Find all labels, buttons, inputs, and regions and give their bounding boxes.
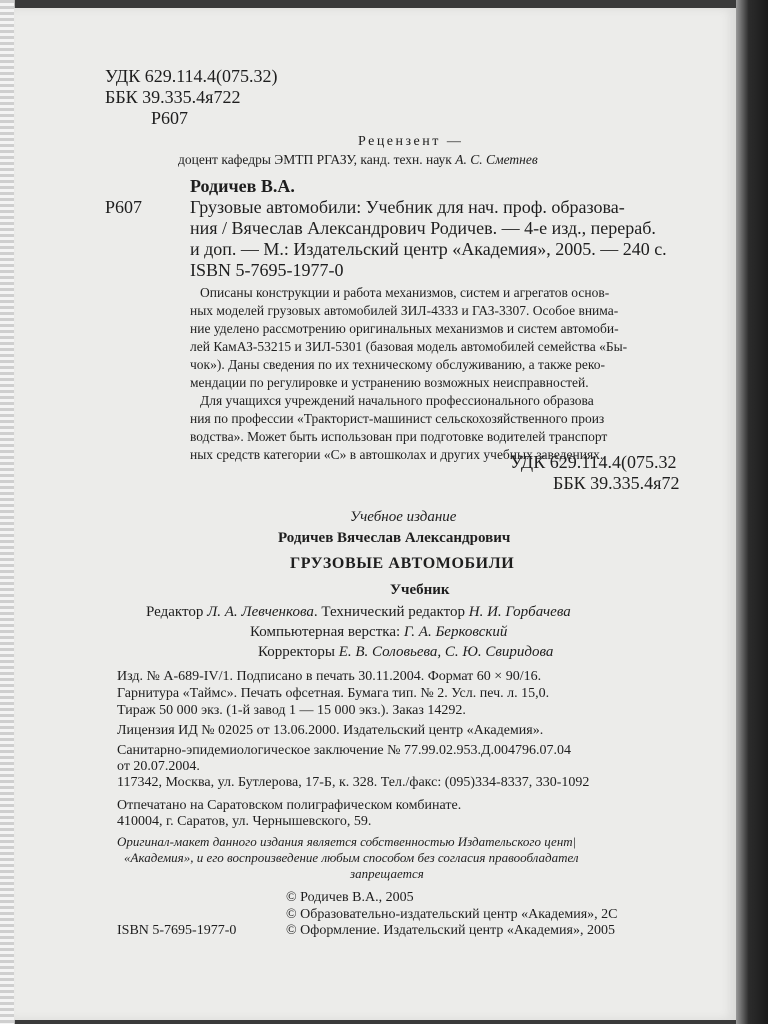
abstract-p1-line-1: Описаны конструкции и работа механизмов, систем и агрегатов основ- — [200, 285, 610, 300]
reviewer-line — [178, 152, 538, 168]
license-line: Лицензия ИД № 02025 от 13.06.2000. Издательский центр «Академия». — [117, 723, 544, 738]
abstract-p1-line-3: ние уделено рассмотрению оригинальных механизмов и систем автомоби- — [190, 321, 619, 336]
production-line-2: Гарнитура «Таймс». Печать офсетная. Бумага тип. № 2. Усл. печ. л. 15,0. — [117, 686, 550, 701]
production-line-1: Изд. № А-689-IV/1. Подписано в печать 30.11.2004. Формат 60 × 90/16. — [117, 669, 542, 684]
abstract-p1-line-2: ных моделей грузовых автомобилей ЗИЛ-4333 и ГАЗ-3307. Особое внима- — [190, 303, 619, 318]
rights-line-2: «Академия», и его воспроизведение любым способом без согласия правообладател — [124, 850, 579, 865]
copyright-line-3: © Оформление. Издательский центр «Академия», 2005 — [286, 923, 615, 938]
layout-name: Г. А. Берковский — [403, 624, 508, 640]
bbk-footer: ББК 39.335.4я72 — [553, 473, 680, 493]
editors-line — [146, 604, 571, 621]
reviewer-text: доцент кафедры ЭМТП РГАЗУ, канд. техн. наук — [178, 152, 456, 167]
printed-line-2: 410004, г. Саратов, ул. Чернышевского, 59. — [117, 814, 372, 829]
book-subtitle: Учебник — [390, 582, 450, 598]
udk-footer: УДК 629.114.4(075.32 — [510, 452, 677, 472]
edition-type: Учебное издание — [350, 509, 457, 525]
abstract-p2-line-4: ных средств категории «С» в автошколах и других учебных заведениях. — [190, 447, 604, 462]
layout-label: Компьютерная верстка: — [250, 624, 404, 640]
bib-author: Родичев В.А. — [190, 176, 295, 196]
book-title: ГРУЗОВЫЕ АВТОМОБИЛИ — [290, 555, 515, 572]
tech-editor-label: . Технический редактор — [313, 604, 469, 620]
bbk-header: ББК 39.335.4я722 — [105, 87, 241, 107]
abstract-p2-line-3: водства». Может быть использован при подготовке водителей транспорт — [190, 429, 608, 444]
bib-line-2: ния / Вячеслав Александрович Родичев. — 4-е изд., перераб. — [190, 218, 656, 238]
tech-editor-name: Н. И. Горбачева — [468, 604, 571, 620]
editor-name: Л. А. Левченкова — [207, 604, 314, 620]
proof-line — [258, 644, 553, 661]
sanitary-line-1: Санитарно-эпидемиологическое заключение № 77.99.02.953.Д.004796.07.04 — [117, 743, 572, 758]
layout-line — [250, 624, 507, 641]
book-binding — [0, 0, 15, 1024]
sanitary-line-2: от 20.07.2004. — [117, 759, 200, 774]
proof-names: Е. В. Соловьева, С. Ю. Свиридова — [338, 644, 554, 660]
copyright-line-2: © Образовательно-издательский центр «Академия», 2С — [286, 907, 618, 922]
abstract-p1-line-6: мендации по регулировке и устранению возможных неисправностей. — [190, 375, 589, 390]
publisher-address: 117342, Москва, ул. Бутлерова, 17-Б, к. 328. Тел./факс: (095)334-8337, 330-1092 — [117, 775, 590, 790]
printed-line-1: Отпечатано на Саратовском полиграфическом комбинате. — [117, 798, 462, 813]
author-full-name: Родичев Вячеслав Александрович — [278, 530, 511, 546]
bib-line-1: Грузовые автомобили: Учебник для нач. проф. образова- — [190, 197, 625, 217]
abstract-p2-line-2: ния по профессии «Тракторист-машинист сельскохозяйственного произ — [190, 411, 605, 426]
bib-code: Р607 — [105, 197, 143, 217]
reviewer-name: А. С. Сметнев — [455, 152, 538, 167]
reviewer-heading: Рецензент — — [358, 134, 464, 149]
abstract-p1-line-4: лей КамАЗ-53215 и ЗИЛ-5301 (базовая модель автомобилей семейства «Бы- — [190, 339, 628, 354]
bib-isbn: ISBN 5-7695-1977-0 — [190, 260, 344, 280]
book-code-header: Р607 — [151, 108, 189, 128]
abstract-p1-line-5: чок»). Даны сведения по их техническому обслуживанию, а также реко- — [190, 357, 606, 372]
bib-line-3: и доп. — М.: Издательский центр «Академия», 2005. — 240 с. — [190, 239, 667, 259]
copyright-isbn: ISBN 5-7695-1977-0 — [117, 923, 237, 938]
editor-label: Редактор — [146, 604, 208, 620]
production-line-3: Тираж 50 000 экз. (1-й завод 1 — 15 000 экз.). Заказ 14292. — [117, 703, 466, 718]
udk-header: УДК 629.114.4(075.32) — [105, 66, 278, 86]
page-edge-shadow — [736, 0, 768, 1024]
rights-line-1: Оригинал-макет данного издания является собственностью Издательского цент| — [117, 834, 577, 849]
copyright-line-1: © Родичев В.А., 2005 — [286, 890, 414, 905]
abstract-p2-line-1: Для учащихся учреждений начального профессионального образова — [200, 393, 594, 408]
rights-line-3: запрещается — [350, 866, 424, 881]
proof-label: Корректоры — [258, 644, 339, 660]
